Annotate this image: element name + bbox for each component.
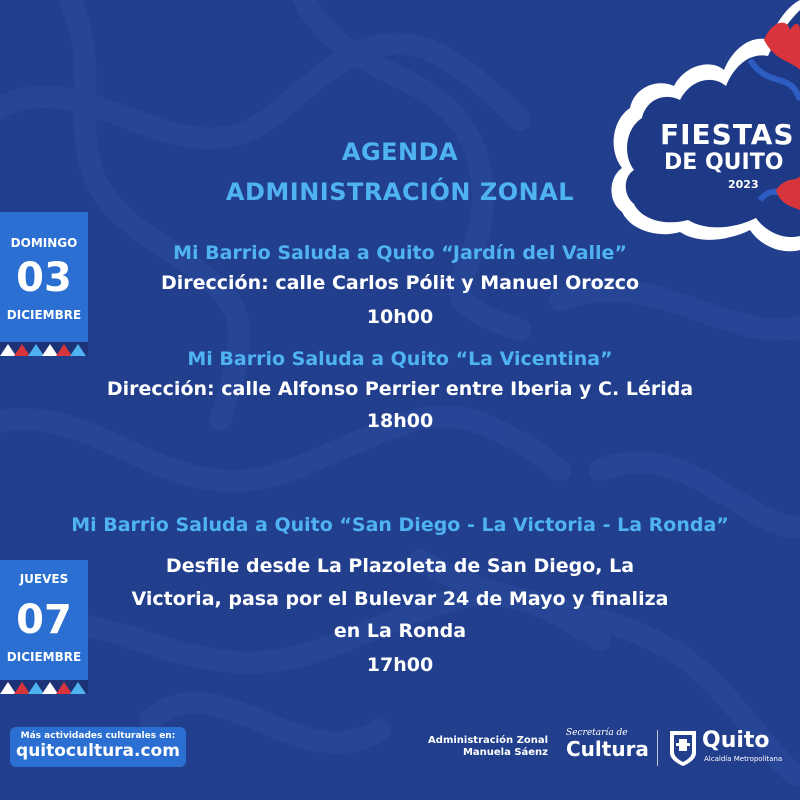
administracion-zonal-logo (412, 735, 548, 759)
event-2-address: Dirección: calle Alfonso Perrier entre Iberia y C. Lérida (106, 378, 694, 400)
cta-caption: Más actividades culturales en: (20, 731, 176, 741)
event-1-name: Mi Barrio Saluda a Quito “Jardín del Valle” (173, 242, 627, 264)
org-line2: Manuela Sáenz (462, 747, 548, 758)
event-3-description-line3: en La Ronda (333, 620, 467, 642)
logo-title-line1: FIESTAS (660, 118, 795, 151)
logo-year: 2023 (728, 178, 759, 191)
secretaria-cultura-logo (566, 728, 652, 760)
cultura-script: Secretaría de (566, 728, 628, 738)
quitocultura-link[interactable] (10, 727, 186, 767)
quito-crest-icon (668, 727, 698, 767)
footer-divider (657, 730, 658, 766)
logo-title-line2: DE QUITO (664, 150, 784, 175)
fiestas-de-quito-logo (600, 0, 800, 260)
event-1-time: 10h00 (366, 306, 434, 328)
date-day: 03 (16, 255, 72, 301)
date-weekday: JUEVES (19, 572, 69, 586)
quito-word: Quito (702, 728, 770, 753)
event-2-time: 18h00 (366, 410, 434, 432)
org-line1: Administración Zonal (428, 735, 548, 746)
date-month: DICIEMBRE (6, 650, 82, 664)
event-2-name: Mi Barrio Saluda a Quito “La Vicentina” (187, 348, 613, 370)
page-title-line2: ADMINISTRACIÓN ZONAL (225, 178, 575, 206)
event-3-name: Mi Barrio Saluda a Quito “San Diego - La Victoria - La Ronda” (71, 514, 729, 536)
cta-url: quitocultura.com (16, 741, 180, 761)
event-3-description-line1: Desfile desde La Plazoleta de San Diego, La (165, 555, 635, 577)
event-1-address: Dirección: calle Carlos Pólit y Manuel Orozco (160, 272, 640, 294)
decorative-stripe (0, 680, 88, 694)
date-weekday: DOMINGO (10, 236, 78, 250)
event-3-description-line2: Victoria, pasa por el Bulevar 24 de Mayo y finaliza (131, 588, 669, 610)
quito-subtitle: Alcaldía Metropolitana (704, 755, 783, 763)
alcaldia-quito-logo (668, 726, 784, 768)
event-3-time: 17h00 (366, 654, 434, 676)
date-month: DICIEMBRE (6, 308, 82, 322)
date-day: 07 (16, 597, 72, 643)
cultura-word: Cultura (566, 737, 649, 761)
page-title-line1: AGENDA (341, 138, 459, 166)
